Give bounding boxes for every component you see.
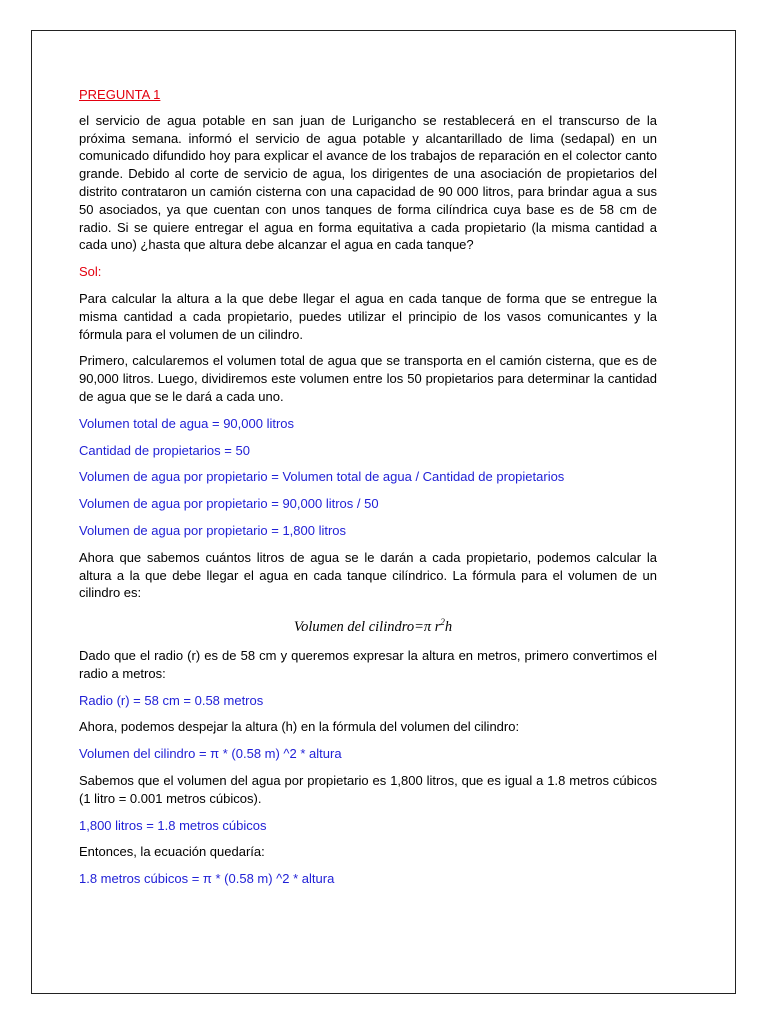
calc-radius: Radio (r) = 58 cm = 0.58 metros (79, 692, 264, 708)
calc-volume-result: Volumen de agua por propietario = 1,800 litros (79, 522, 347, 538)
paragraph-solve-height: Ahora, podemos despejar la altura (h) en la fórmula del volumen del cilindro: (79, 719, 520, 735)
question-title: PREGUNTA 1 (79, 87, 161, 102)
paragraph-cylinder-intro: Ahora que sabemos cuántos litros de agua se le darán a cada propietario, podemos calcular la altura a la que debe llegar el agua en cada tanque cilíndrico. La fórmula para el volumen de un cilindro es: (79, 549, 657, 601)
calc-equation: 1.8 metros cúbicos = π * (0.58 m) ^2 * altura (79, 871, 335, 887)
paragraph-equation: Entonces, la ecuación quedaría: (79, 844, 265, 860)
paragraph-total-volume: Primero, calcularemos el volumen total de agua que se transporta en el camión cisterna, que es de 90,000 litros. Luego, dividiremos este volumen entre los 50 propietarios para determinar la cantidad de agua que se le dará a cada uno. (79, 353, 657, 404)
calc-volume-division: Volumen de agua por propietario = 90,000 litros / 50 (79, 496, 379, 512)
cylinder-volume-formula (79, 614, 657, 637)
formula-equals: =π r (414, 619, 441, 636)
calc-liters-to-cubic: 1,800 litros = 1.8 metros cúbicos (79, 817, 267, 833)
question-text: el servicio de agua potable en san juan de Lurigancho se restablecerá en el transcurso de la próxima semana. informó el servicio de agua potable y alcantarillado de lima (sedapal) en un comunicado difundido hoy para explicar el avance de los trabajos de reparación en el colector canto grande. Debido al corte de servicio de agua, los dirigentes de una asociación de propietarios del distrito contrataron un camión cisterna con una capacidad de 90 000 litros, para brindar agua a sus 50 asociados, ya que cuentan con unos tanques de forma cilíndrica cuya base es de 58 cm de radio. Si se quiere entregar el agua en forma equitativa a cada propietario (la misma cantidad a cada uno) ¿hasta que altura debe alcanzar el agua en cada tanque? (79, 112, 657, 253)
solution-label: Sol: (79, 264, 102, 280)
calc-total-volume: Volumen total de agua = 90,000 litros (79, 415, 295, 431)
calc-volume-formula: Volumen de agua por propietario = Volumen total de agua / Cantidad de propietarios (79, 469, 565, 485)
formula-exponent: 2 (440, 617, 445, 628)
document-body (79, 86, 657, 897)
formula-height: h (444, 619, 453, 636)
calc-cylinder-volume: Volumen del cilindro = π * (0.58 m) ^2 * altura (79, 746, 342, 762)
paragraph-liters-conversion: Sabemos que el volumen del agua por propietario es 1,800 litros, que es igual a 1.8 metros cúbicos (1 litro = 0.001 metros cúbicos). (79, 772, 657, 806)
calc-owner-count: Cantidad de propietarios = 50 (79, 442, 250, 458)
paragraph-method: Para calcular la altura a la que debe llegar el agua en cada tanque de forma que se entregue la misma cantidad a cada propietario, puedes utilizar el principio de los vasos comunicantes y la fórmula para el volumen de un cilindro. (79, 290, 657, 342)
paragraph-radius: Dado que el radio (r) es de 58 cm y queremos expresar la altura en metros, primero convertimos el radio a metros: (79, 647, 657, 681)
formula-lhs: Volumen del cilindro (293, 619, 415, 636)
